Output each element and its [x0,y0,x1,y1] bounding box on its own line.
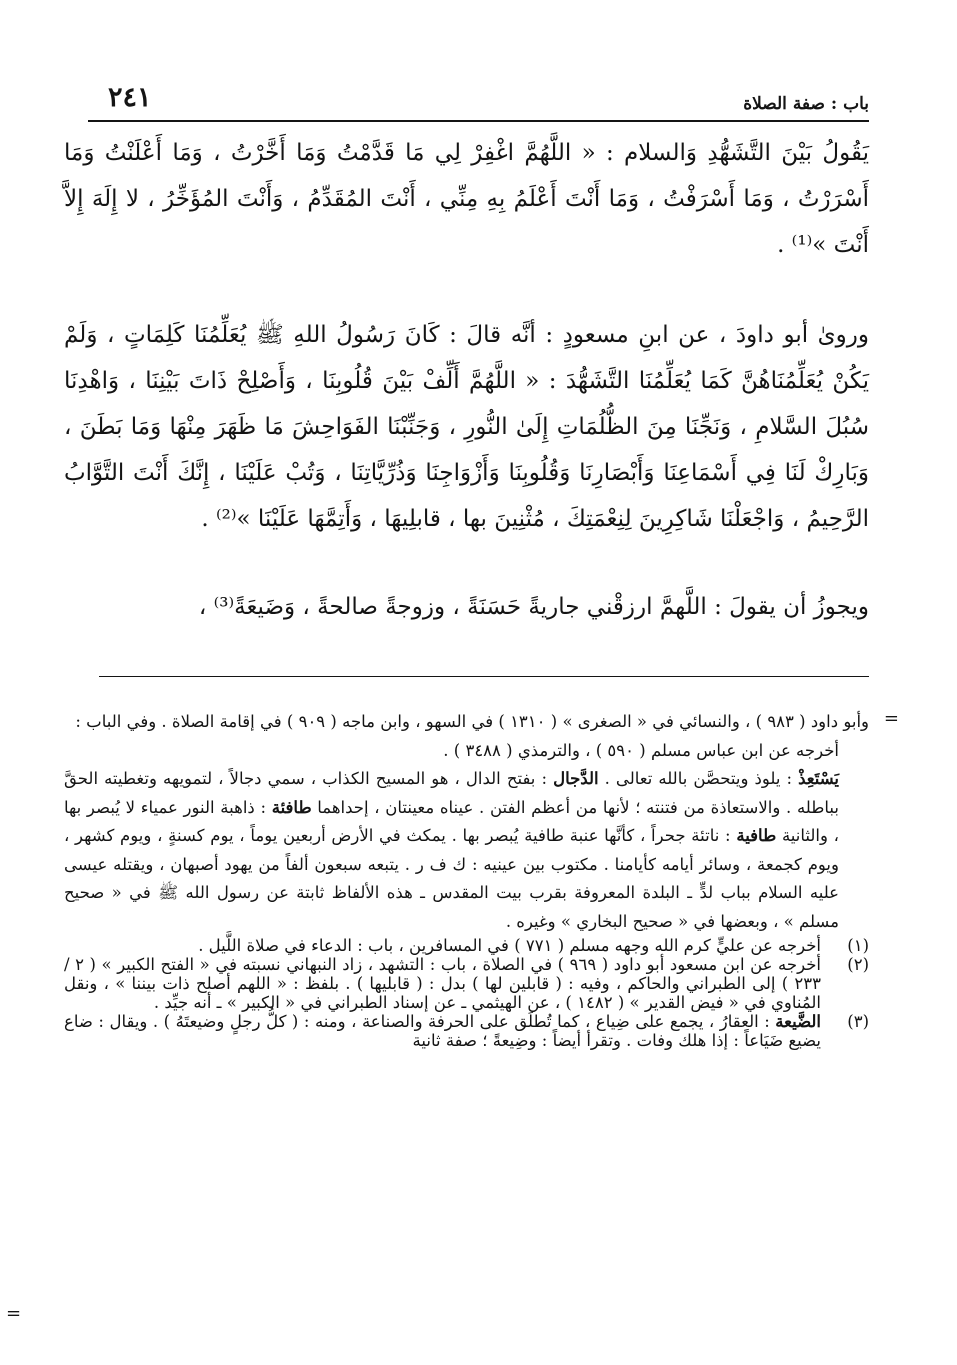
gloss-term-taafiah-2: طافية [736,826,777,845]
footnote-number: (٢) [847,955,869,974]
footnote-text [64,1012,821,1050]
paragraph-dua-1: يَقُولُ بَيْنَ التَّشَهُّدِ وَالسلام : « اللَّهُمَّ اغْفِرْ لِي مَا قَدَّمْتُ وَمَا أَخَّرْتُ ، وَمَا أَعْلَنْتُ وَمَا أَسْرَرْتُ ، وَمَا أَسْرَفْتُ ، وَمَا أَنْتَ أَعْلَمُ بِهِ مِنِّي ، أَنْتَ المُقَدِّمُ ، وَأَنْتَ المُؤَخِّرُ ، لا إِلَهَ إِلاَّ أَنْتَ »⁽¹⁾ . [64,140,869,258]
footnote-3 [64,1012,869,1050]
continuation-mark: = [883,708,899,729]
continuation-mark-end: = [6,1303,22,1324]
footnote-text-body: : العقارُ ، يجمع على ضِياع ، كما تُطلَق على الحرفة والصناعة ، ومنه : ( كلُّ رجلٍ وضيعتَهُ ) . ويقال : ضاع يضيع ضَيَاعاً : إذا هلك وفات . وتقرأ أيضاً : وضِيعةً ؛ صفة ثانية [64,1012,821,1050]
footnote-text: أخرجه عن ابن مسعود أبو داود ( ٩٦٩ ) في الصلاة ، باب : التشهد ، زاد النبهاني نسبته في « الفتح الكبير » ( ٢ / ٢٣٣ ) إلى الطبراني والحاكم ، وفيه : ( قابلين لها ) بدل : ( قابليها ) . بلفظ : « اللهم أصلح ذات بيننا » ، ونقل المُناوي في « فيض القدير » ( ١٤٨٢ ) ، عن الهيثمي ـ عن إسناد الطبراني في « الكبير » ـ أنه جيِّد . [64,955,821,1012]
gloss-text-2: : بفتح الدال ، هو المسيح الكذاب ، سمي دجالاً ، لتمويهه وتغطيته الحقَّ بباطله . والاستعاذة من فتنته ؛ لأنها من أعظم الفتن . عيناه معينتان ، إحداهما [64,769,840,817]
footnote-separator [99,676,869,677]
continued-note-line-2: أخرجه عن ابن عباس مسلم ( ٥٩٠ ) ، والترمذي ( ٣٤٨٨ ) . [443,740,839,760]
footnote-number: (١) [847,936,869,955]
footnote-text: أخرجه عن عليٍّ كرم الله وجهه مسلم ( ٧٧١ ) في المسافرين ، باب : الدعاء في صلاة اللَّيل . [198,936,821,955]
gloss-term-dajjal: الدَّجال [553,769,599,788]
gloss-text-3: : ذاهبة النور عمياء لا يُبصر بها ، والثانية [64,797,839,845]
header-rule [88,120,869,122]
gloss-paragraph [64,765,869,936]
footnote-term-dayah: الضَّيعة [775,1012,821,1031]
gloss-text-4: : ناتئة جحراً ، كأنَّها عنبة طافية يُبصر بها . يمكث في الأرض أربعين يوماً ، يوم كسنةٍ ، ويوم كشهر ، ويوم كجمعة ، وسائر أيامه كأيامنا . مكتوب بين عينيه : ك ف ر . يتبعه سبعون ألفاً من يهود أصبهان ، ويقتله عيسى عليه السلام بباب لدٍّ ـ البلدة المعروفة بقرب بيت المقدس ـ هذه الألفاظ ثابتة عن رسول الله ﷺ في « صحيح مسلم » ، وبعضها في « صحيح البخاري » وغيره . [64,826,839,931]
chapter-title: باب : صفة الصلاة [743,94,869,114]
page-number: ٢٤١ [108,82,152,113]
gloss-text-1: : يلوذ ويتحصَّن بالله تعالى . [598,769,799,788]
paragraph-permissible: ويجوزُ أن يقولَ : اللَّهمَّ ارزقْني جاريةً حَسَنَةً ، وزوجةً صالحةً ، وَضَيعَةً⁽³⁾ ، [198,594,869,620]
main-text [64,130,869,630]
footnote-number: (٣) [847,1012,869,1031]
paragraph-dua-2: وروىٰ أبو داودَ ، عن ابنِ مسعودٍ : أنَّه قالَ : كَانَ رَسُولُ اللهِ ﷺ يُعَلِّمُنَا كَلِمَاتٍ ، وَلَمْ يَكُنْ يُعَلِّمُنَاهُنَّ كَمَا يُعَلِّمُنَا التَّشَهُّدَ : « اللَّهُمَّ أَلِّفْ بَيْنَ قُلُوبِنَا ، وَأَصْلِحْ ذَاتَ بَيْنِنَا ، وَاهْدِنَا سُبُلَ السَّلامِ ، وَنَجِّنَا مِنَ الظُّلُمَاتِ إِلَىٰ النُّورِ ، وَجَنِّبْنَا الفَوَاحِشَ مَا ظَهَرَ مِنْهَا وَمَا بَطَنَ ، وَبَارِكْ لَنَا فِي أَسْمَاعِنَا وَأَبْصَارِنَا وَقُلُوبِنَا وَأَزْوَاجِنَا وَذُرِّيَّاتِنَا ، وَتُبْ عَلَيْنَا ، إِنَّكَ أَنْتَ التَّوَّابُ الرَّحِيمُ ، وَاجْعَلْنَا شَاكِرِينَ لِنِعْمَتِكَ ، مُثْنِينَ بها ، قابلِيهَا ، وَأَتِمَّهَا عَلَيْنَا »⁽²⁾ . [64,322,869,532]
footnote-1 [64,936,869,955]
gloss-term-yastaidh: يَسْتَعِذْ [798,769,840,788]
page-header [88,82,869,122]
continued-note-line-1: وأبو داود ( ٩٨٣ ) ، والنسائي في « الصغرى » ( ١٣١٠ ) في السهو ، وابن ماجه ( ٩٠٩ ) في إقامة الصلاة . وفي الباب : [75,712,869,731]
footnotes-section [64,708,899,1050]
footnote-2 [64,955,869,1012]
gloss-term-taafiah-1: طافئة [271,797,312,817]
